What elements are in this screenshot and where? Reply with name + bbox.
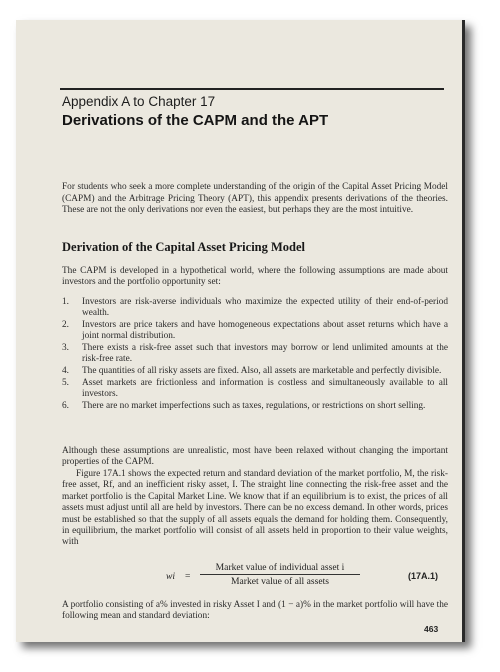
paragraph-4: A portfolio consisting of a% invested in risky Asset I and (1 − a)% in the market portfolio will have the following mean and standard deviation: (62, 600, 448, 622)
item-text: Investors are risk-averse individuals who maximize the expected utility of their end-of-period wealth. (82, 297, 448, 319)
item-number: 1. (62, 297, 69, 307)
header-rule (60, 88, 444, 90)
item-number: 6. (62, 400, 69, 411)
numerator: Market value of individual asset i (200, 562, 360, 575)
equation-17a1 (16, 560, 462, 594)
item-text: Asset markets are frictionless and information is costless and simultaneously available to all investors. (82, 377, 448, 399)
equation-lhs: wi (166, 571, 176, 582)
intro-paragraph: For students who seek a more complete understanding of the origin of the Capital Asset Pricing Model (CAPM) and the Arbitrage Pricing Theory (APT), this appendix presents derivations of the theories. These are not the only derivations nor even the easiest, but perhaps they are the most intuitive. (62, 182, 448, 215)
item-number: 2. (62, 320, 69, 330)
list-item (62, 366, 448, 377)
item-text: Investors are price takers and have homogeneous expectations about asset returns which have a joint normal distribution. (82, 320, 448, 342)
page-title: Derivations of the CAPM and the APT (62, 112, 329, 129)
list-item (62, 343, 448, 365)
denominator: Market value of all assets (230, 576, 330, 587)
paragraph-1: The CAPM is developed in a hypothetical world, where the following assumptions are made about investors and the portfolio opportunity set: (62, 266, 448, 288)
list-item (62, 401, 448, 412)
item-text: There are no market imperfections such as taxes, regulations, or restrictions on short selling. (82, 400, 426, 411)
item-number: 4. (62, 366, 69, 376)
section-heading: Derivation of the Capital Asset Pricing Model (62, 240, 306, 254)
fraction (200, 562, 360, 587)
paragraph-2: Although these assumptions are unrealistic, most have been relaxed without changing the important properties of the CAPM. (62, 446, 448, 468)
list-item (62, 297, 448, 319)
assumptions-list (62, 297, 448, 413)
appendix-label: Appendix A to Chapter 17 (62, 94, 216, 109)
equation-number: (17A.1) (408, 571, 439, 581)
item-text: The quantities of all risky assets are fixed. Also, all assets are marketable and perfectly divisible. (82, 366, 442, 376)
list-item (62, 320, 448, 342)
item-number: 3. (62, 343, 69, 353)
equals-sign: = (185, 571, 191, 582)
list-item (62, 378, 448, 400)
item-text: There exists a risk-free asset such that investors may borrow or lend unlimited amounts at the risk-free rate. (82, 343, 448, 365)
paragraph-3: Figure 17A.1 shows the expected return and standard deviation of the market portfolio, M, the risk-free asset, Rf, and an inefficient risky asset, I. The straight line connecting the risk-free asset and the market portfolio is the Capital Market Line. We know that if an equilibrium is to exist, the prices of all assets must adjust until all are held by investors. There can be no excess demand. In other words, prices must be established so that the supply of all assets equals the demand for holding them. Consequently, in equilibrium, the market portfolio will consist of all assets held in proportion to their value weights, with (62, 469, 448, 548)
page-number: 463 (424, 624, 439, 634)
item-number: 5. (62, 377, 69, 388)
book-page (16, 20, 465, 642)
